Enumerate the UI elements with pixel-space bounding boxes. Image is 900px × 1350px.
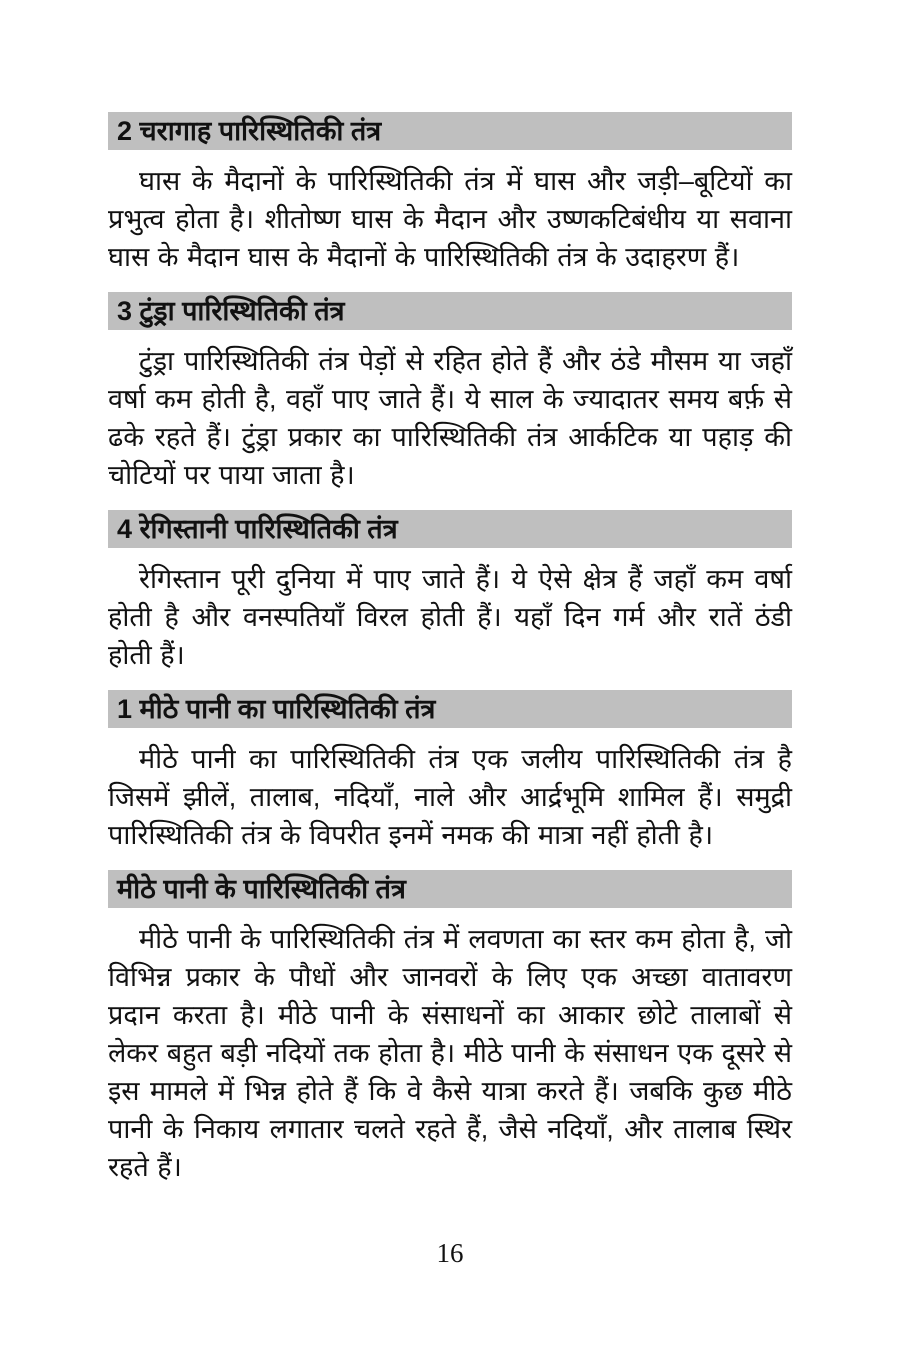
section-grassland-ecosystem [108,112,792,276]
section-freshwater-ecosystem [108,690,792,854]
section-heading: 2 चरागाह पारिस्थितिकी तंत्र [108,112,792,150]
section-paragraph: मीठे पानी के पारिस्थितिकी तंत्र में लवणता का स्तर कम होता है, जो विभिन्न प्रकार के पौधों और जानवरों के लिए एक अच्छा वातावरण प्रदान करता है। मीठे पानी के संसाधनों का आकार छोटे तालाबों से लेकर बहुत बड़ी नदियों तक होता है। मीठे पानी के संसाधन एक दूसरे से इस मामले में भिन्न होते हैं कि वे कैसे यात्रा करते हैं। जबकि कुछ मीठे पानी के निकाय लगातार चलते रहते हैं, जैसे नदियाँ, और तालाब स्थिर रहते हैं। [108,924,792,1182]
section-paragraph: रेगिस्तान पूरी दुनिया में पाए जाते हैं। ये ऐसे क्षेत्र हैं जहाँ कम वर्षा होती है और वनस्पतियाँ विरल होती हैं। यहाँ दिन गर्म और रातें ठंडी होती हैं। [108,564,792,670]
section-desert-ecosystem [108,510,792,674]
section-freshwater-ecosystems-detail [108,870,792,1186]
section-paragraph: घास के मैदानों के पारिस्थितिकी तंत्र में घास और जड़ी–बूटियों का प्रभुत्व होता है। शीतोष्ण घास के मैदान और उष्णकटिबंधीय या सवाना घास के मैदान घास के मैदानों के पारिस्थितिकी तंत्र के उदाहरण हैं। [108,166,792,272]
section-paragraph: मीठे पानी का पारिस्थितिकी तंत्र एक जलीय पारिस्थितिकी तंत्र है जिसमें झीलें, तालाब, नदियाँ, नाले और आर्द्रभूमि शामिल हैं। समुद्री पारिस्थितिकी तंत्र के विपरीत इनमें नमक की मात्रा नहीं होती है। [108,744,792,850]
section-heading: 3 टुंड्रा पारिस्थितिकी तंत्र [108,292,792,330]
section-heading: 4 रेगिस्तानी पारिस्थितिकी तंत्र [108,510,792,548]
section-heading: मीठे पानी के पारिस्थितिकी तंत्र [108,870,792,908]
section-paragraph: टुंड्रा पारिस्थितिकी तंत्र पेड़ों से रहित होते हैं और ठंडे मौसम या जहाँ वर्षा कम होती है, वहाँ पाए जाते हैं। ये साल के ज्यादातर समय बर्फ़ से ढके रहते हैं। टुंड्रा प्रकार का पारिस्थितिकी तंत्र आर्कटिक या पहाड़ की चोटियों पर पाया जाता है। [108,346,792,490]
section-heading: 1 मीठे पानी का पारिस्थितिकी तंत्र [108,690,792,728]
page-number: 16 [436,1238,464,1268]
section-tundra-ecosystem [108,292,792,494]
